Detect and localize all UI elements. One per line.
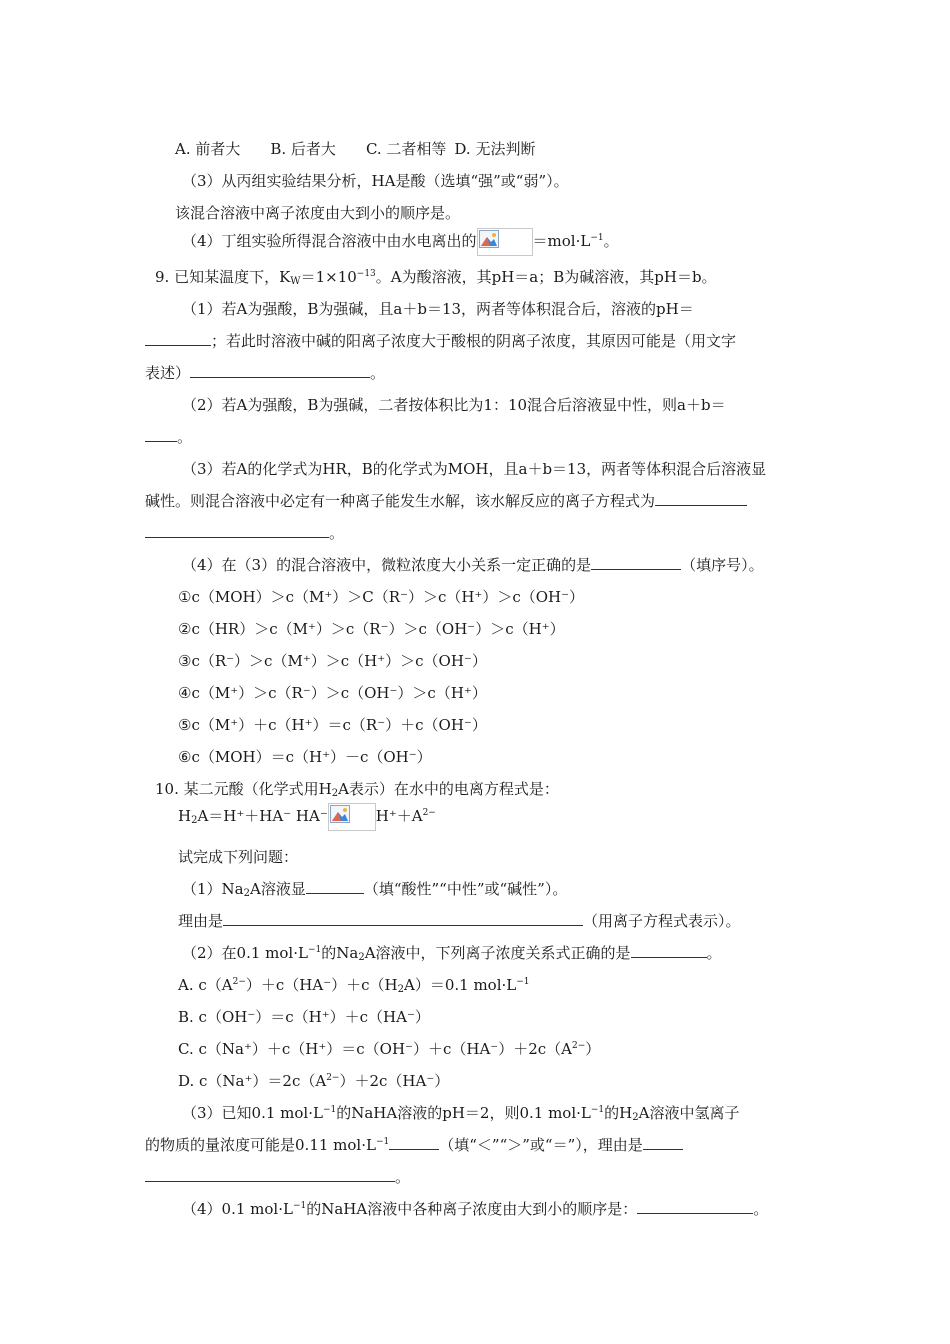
q10-option-b: B. c（OH⁻）＝c（H⁺）＋c（HA⁻） [178,1008,430,1026]
q8-option-a: A. 前者大 [175,140,241,158]
q10-part1: $(1)Na_2A$溶液显 （填“酸性”“中性”或“碱性”）。 [182,880,568,899]
answer-blank[interactable] [223,911,583,926]
q8-option-d: D. 无法判断 [454,140,536,158]
q8-part4: （4）丁组实验所得混合溶液中由水电离出的 $=mol\cdot L^{-1}$。 [182,228,619,256]
q9-item-5: ⑤c（M⁺）＋c（H⁺）＝c（R⁻）＋c（OH⁻） [178,716,487,734]
answer-blank[interactable] [637,1199,753,1214]
q9-stem: 9. 已知某温度下，$K_W=1\times 10^{-13}$。A为酸溶液，其pH＝a；B为碱溶液，其pH＝b。 [155,268,717,287]
equilibrium-arrow-image-placeholder [328,803,376,831]
q9-part1-line1: （1）若A为强酸，B为强碱，且a＋b＝13，两者等体积混合后，溶液的pH＝ [182,300,694,318]
q9-item-3: ③c（R⁻）＞c（M⁺）＞c（H⁺）＞c（OH⁻） [178,652,487,670]
q9-part2-line1: （2）若A为强酸，B为强碱，二者按体积比为1：10混合后溶液显中性，则a＋b＝ [182,396,726,414]
answer-blank[interactable] [145,523,329,538]
q9-part4: （4）在（3）的混合溶液中，微粒浓度大小关系一定正确的是 （填序号）。 [182,556,764,574]
q8-part4-text: （4）丁组实验所得混合溶液中由水电离出的 [182,232,477,250]
answer-blank[interactable] [145,1167,395,1182]
q9-part3-line3: 。 [145,523,344,543]
q10-intro: 试完成下列问题： [178,848,299,866]
q10-part4: （4）0.1 $mol\cdot L^{-1}$的NaHA溶液中各种离子浓度由大到小的顺序是： 。 [182,1200,769,1218]
q10-option-a: A. $c(A^{2-})+c(HA^-)+c(H_2A)=0.1$ $mol\cdot L^{-1}$ [178,976,530,995]
answer-blank[interactable] [145,427,177,442]
q10-part3-line3: 。 [145,1167,410,1187]
q10-part3-line2: 的物质的量浓度可能是0.11 $mol\cdot L^{-1}$ （填“＜”“＞”或“＝”），理由是 [145,1135,683,1155]
q10-option-c: C. $c(Na^+)+c(H^+)=c(OH^-)+c(HA^-)+2c(A^{2-})$ [178,1040,601,1058]
q10-part2: （2）在0.1 $mol\cdot L^{-1}$的$Na_2A$溶液中，下列离子浓度关系式正确的是 。 [182,944,722,963]
answer-blank[interactable] [389,1135,439,1150]
q8-part3: （3）从丙组实验结果分析，HA是酸（选填“强”或“弱”）。 [182,172,569,190]
q9-item-4: ④c（M⁺）＞c（R⁻）＞c（OH⁻）＞c（H⁺） [178,684,487,702]
q8-option-b: B. 后者大 [270,140,336,158]
q9-item-2: ②c（HR）＞c（M⁺）＞c（R⁻）＞c（OH⁻）＞c（H⁺） [178,620,565,638]
formula-image-placeholder [477,228,533,256]
answer-blank[interactable] [145,331,211,346]
q9-part2-line2: 。 [145,427,192,447]
answer-blank[interactable] [655,491,747,506]
q9-part1-line2: ；若此时溶液中碱的阳离子浓度大于酸根的阴离子浓度，其原因可能是（用文字 [145,331,736,351]
q9-part1-line3: 表述） 。 [145,364,386,382]
q9-item-1: ①c（MOH）＞c（M⁺）＞C（R⁻）＞c（H⁺）＞c（OH⁻） [178,588,585,606]
q9-part3-line1: （3）若A的化学式为HR，B的化学式为MOH，且a＋b＝13，两者等体积混合后溶液显 [182,460,767,478]
q8-part3-order: 该混合溶液中离子浓度由大到小的顺序是。 [175,204,461,222]
q10-option-d: D. $c(Na^+)=2c(A^{2-})+2c(HA^-)$ [178,1072,450,1090]
answer-blank[interactable] [631,943,707,958]
q10-part1-reason: 理由是 （用离子方程式表示）。 [178,912,741,930]
q8-option-c: C. 二者相等 [365,140,447,158]
q9-part3-line2: 碱性。则混合溶液中必定有一种离子能发生水解，该水解反应的离子方程式为 [145,491,747,511]
q10-equation: $H_2A=H^++HA^-$ HA⁻ $H^++A^{2-}$ [178,803,436,831]
answer-blank[interactable] [306,879,364,894]
q10-part3-line1: （3）已知0.1 $mol\cdot L^{-1}$的NaHA溶液的pH＝2，则0.1 $mol\cdot L^{-1}$的$H_2A$溶液中氢离子 [182,1104,740,1123]
answer-blank[interactable] [190,363,370,378]
answer-blank[interactable] [591,555,681,570]
answer-blank[interactable] [643,1135,683,1150]
q10-stem: 10. 某二元酸（化学式用$H_2A$表示）在水中的电离方程式是： [155,780,559,799]
q9-item-6: ⑥c（MOH）＝c（H⁺）－c（OH⁻） [178,748,432,766]
q8-options [175,139,535,159]
q8-part4-unit: ＝mol·L [532,232,591,250]
